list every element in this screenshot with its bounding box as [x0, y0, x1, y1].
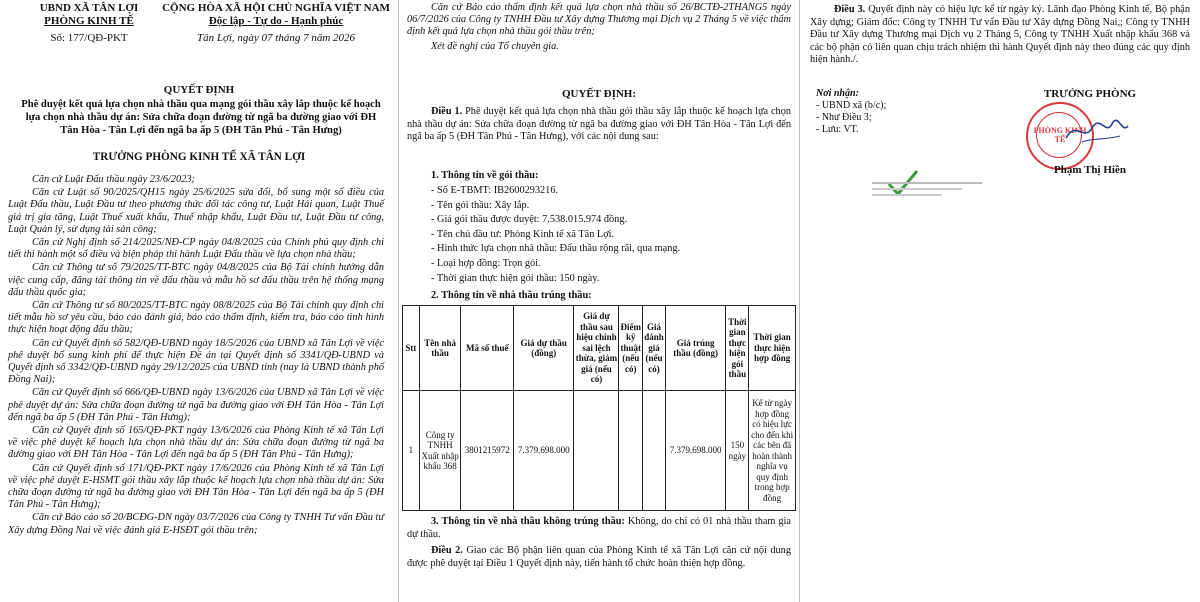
recipients	[816, 88, 976, 136]
section-2-heading: 2. Thông tin về nhà thầu trúng thầu:	[431, 290, 592, 301]
digital-signature-mark	[872, 168, 982, 204]
table-header-row	[403, 306, 796, 391]
page-2	[399, 0, 799, 602]
winning-bidder-table	[402, 305, 796, 511]
issuing-authority: TRƯỞNG PHÒNG KINH TẾ XÃ TÂN LỢI	[92, 151, 306, 163]
issue-date: Tân Lợi, ngày 07 tháng 7 năm 2026	[196, 32, 356, 44]
col-header: Giá dự thầu (đồng)	[513, 306, 573, 391]
basis-item: Căn cứ Thông tư số 80/2025/TT-BTC ngày 08/8/2025 của Bộ Tài chính quy định chi tiết mẫu hồ sơ yêu cầu, báo cáo đánh giá, báo cáo thẩm định, kiểm tra, báo cáo tình hình thực hiện hoạt động đấu thầu;	[8, 300, 384, 336]
national-motto: Độc lập - Tự do - Hạnh phúc	[208, 15, 344, 27]
basis-item: Căn cứ Luật số 90/2025/QH15 ngày 25/6/2025 sửa đổi, bổ sung một số điều của Luật Đấu thầu, Luật Đầu tư theo phương thức đối tác công tư, Luật Hải quan, Luật Thuế giá trị gia tăng, Luật Thuế xuất khẩu, Thuế nhập khẩu, Luật Đầu tư, Luật Đầu tư công, Luật Quản lý, sử dụng tài sản công;	[8, 187, 384, 235]
cell: 3801215972	[461, 391, 514, 511]
basis-item: Căn cứ Quyết định số 582/QĐ-UBND ngày 18/5/2026 của UBND xã Tân Lợi về việc phê duyệt bổ sung kinh phí để thực hiện Đề án tại Quyết định số 3341/QĐ-UBND và Quyết định số 3342/QĐ-UBND ngày 29/12/2025 của UBND tỉnh (nay là UBND thành phố Đồng Nai);	[8, 337, 384, 386]
col-header: Thời gian thực hiện gói thầu	[726, 306, 749, 391]
cell	[619, 391, 643, 511]
package-item: - Số E-TBMT: IB2600293216.	[431, 185, 559, 196]
signer-name: Phạm Thị Hiền	[1054, 164, 1126, 176]
section-1-heading: 1. Thông tin về gói thầu:	[431, 170, 539, 181]
doc-subject: Phê duyệt kết quả lựa chọn nhà thầu qua mạng gói thầu xây lắp thuộc kế hoạch lựa chọn nhà thầu dự án: Sửa chữa đoạn đường từ ngã ba đường giao với ĐH Tân Hòa - Tân Lợi đến ngã ba ấp 5 (ĐH Tân Phú - Tân Hưng)	[21, 99, 381, 136]
package-item: - Tên chủ đầu tư: Phòng Kinh tế xã Tân Lợi.	[431, 228, 615, 240]
col-header: Giá trúng thầu (đồng)	[665, 306, 725, 391]
legal-bases	[8, 174, 384, 538]
col-header: Giá dự thầu sau hiệu chỉnh sai lệch thừa, giảm giá (nếu có)	[574, 306, 619, 391]
basis-item: Căn cứ Luật Đấu thầu ngày 23/6/2023;	[32, 174, 195, 185]
cell: Công ty TNHH Xuất nhập khẩu 368	[419, 391, 461, 511]
package-item: - Hình thức lựa chọn nhà thầu: Đấu thầu rộng rãi, qua mạng.	[431, 243, 681, 255]
package-item: - Tên gói thầu: Xây lắp.	[431, 199, 530, 211]
basis-item: Căn cứ Quyết định số 165/QĐ-PKT ngày 13/6/2026 của Phòng Kinh tế xã Tân Lợi về việc phê duyệt kế hoạch lựa chọn nhà thầu dự án: Sửa chữa đoạn đường từ ngã ba đường giao với ĐH Tân Hòa - Tân Lợi đến ngã ba ấp 5 (ĐH Tân Phú - Tân Hưng);	[8, 425, 384, 461]
basis-item: Xét đề nghị của Tổ chuyên gia.	[431, 40, 559, 52]
recipients-title: Nơi nhận:	[816, 88, 859, 99]
page-3	[800, 0, 1200, 602]
cell: 7.379.698.000	[513, 391, 573, 511]
cell: 7.379.698.000	[665, 391, 725, 511]
col-header: Mã số thuế	[461, 306, 514, 391]
recipient-item: - Như Điều 3;	[816, 112, 872, 123]
basis-item: Căn cứ Báo cáo số 20/BCĐG-DN ngày 03/7/2026 của Công ty TNHH Tư vấn Đầu tư Xây dựng Đồng Nai về việc đánh giá E-HSĐT gói thầu trên;	[8, 512, 384, 536]
doc-number: Số: 177/QĐ-PKT	[50, 32, 128, 44]
recipient-item: - Lưu: VT.	[816, 124, 859, 135]
cell	[642, 391, 665, 511]
package-item: - Loại hợp đồng: Trọn gói.	[431, 257, 541, 269]
recipient-item: - UBND xã (b/c);	[816, 100, 887, 111]
doc-title: QUYẾT ĐỊNH	[163, 84, 235, 96]
basis-item: Căn cứ Thông tư số 79/2025/TT-BTC ngày 04/8/2025 của Bộ Tài chính hướng dẫn việc cung cấp, đăng tải thông tin về đấu thầu và mẫu hồ sơ đấu thầu trên hệ thống mạng đấu thầu quốc gia;	[8, 262, 384, 298]
package-item: - Giá gói thầu được duyệt: 7.538.015.974 đồng.	[431, 214, 628, 226]
legal-bases-cont	[407, 2, 791, 53]
stamp-text: PHÒNG KINH TẾ	[1033, 126, 1087, 144]
col-header: Giá đánh giá (nếu có)	[642, 306, 665, 391]
package-info	[431, 184, 791, 286]
org-name: UBND XÃ TÂN LỢI PHÒNG KINH TẾ	[39, 2, 139, 27]
basis-item: Căn cứ Quyết định số 171/QĐ-PKT ngày 17/6/2026 của Phòng Kinh tế xã Tân Lợi về việc phê duyệt E-HSMT gói thầu xây lắp thuộc kế hoạch lựa chọn nhà thầu dự án: Sửa chữa đoạn đường từ ngã ba đường giao với ĐH Tân Hòa - Tân Lợi đến ngã ba ấp 5 (ĐH Tân Phú - Tân Hưng);	[8, 462, 384, 511]
col-header: Stt	[403, 306, 420, 391]
section-3: 3. Thông tin về nhà thầu không trúng thầu: Không, do chỉ có 01 nhà thầu tham gia dự thầu.	[407, 516, 791, 540]
national-title: CỘNG HÒA XÃ HỘI CHỦ NGHĨA VIỆT NAM	[162, 2, 390, 14]
cell	[574, 391, 619, 511]
package-item: - Thời gian thực hiện gói thầu: 150 ngày.	[431, 272, 600, 284]
col-header: Điểm kỹ thuật (nếu có)	[619, 306, 643, 391]
col-header: Tên nhà thầu	[419, 306, 461, 391]
cell: 1	[403, 391, 420, 511]
article-2: Điều 2. Giao các Bộ phận liên quan của Phòng Kinh tế xã Tân Lợi căn cứ nội dung được phê duyệt tại Điều 1 Quyết định này, tiến hành tổ chức hoàn thiện hợp đồng.	[407, 545, 791, 569]
decision-heading: QUYẾT ĐỊNH:	[561, 88, 637, 100]
article-1: Điều 1. Phê duyệt kết quả lựa chọn nhà thầu gói thầu xây lắp thuộc kế hoạch lựa chọn nhà thầu dự án: Sửa chữa đoạn đường từ ngã ba đường giao với ĐH Tân Hòa - Tân Lợi đến ngã ba ấp 5 (ĐH Tân Phú - Tân Hưng), với các nội dung sau:	[407, 106, 791, 143]
basis-item: Căn cứ Quyết định số 666/QĐ-UBND ngày 13/6/2026 của UBND xã Tân Lợi về việc phê duyệt dự án: Sửa chữa đoạn đường từ ngã ba đường giao với ĐH Tân Hòa - Tân Lợi đến ngã ba ấp 5 (ĐH Tân Phú - Tân Hưng);	[8, 387, 384, 423]
signer-role: TRƯỞNG PHÒNG	[1043, 88, 1137, 100]
cell: Kể từ ngày hợp đồng có hiệu lực cho đến khi các bên đã hoàn thành nghĩa vụ quy định trong hợp đồng	[749, 391, 796, 511]
handwritten-signature	[1062, 112, 1132, 152]
page-1	[0, 0, 398, 602]
article-3: Điều 3. Quyết định này có hiệu lực kể từ ngày ký. Lãnh đạo Phòng Kinh tế, Bộ phận Xây dựng; Giám đốc: Công ty TNHH Tư vấn Đầu tư Xây dựng Đồng Nai,; Công ty TNHH Đầu tư Xây dựng Thương mại Dịch vụ 2 Tháng 5, Công ty TNHH Xuất nhập khẩu 368 và các bộ phận có liên quan chịu trách nhiệm thi hành Quyết định này theo đúng các quy định hiện hành./.	[810, 4, 1190, 66]
col-header: Thời gian thực hiện hợp đồng	[749, 306, 796, 391]
basis-item: Căn cứ Nghị định số 214/2025/NĐ-CP ngày 04/8/2025 của Chính phủ quy định chi tiết thi hành một số điều và biện pháp thi hành Luật Đấu thầu về lựa chọn nhà thầu;	[8, 237, 384, 261]
cell: 150 ngày	[726, 391, 749, 511]
table-row	[403, 391, 796, 511]
basis-item: Căn cứ Báo cáo thẩm định kết quả lựa chọn nhà thầu số 26/BCTĐ-2THANG5 ngày 06/7/2026 của Công ty TNHH Đầu tư Xây dựng Thương mại Dịch vụ 2 Tháng 5 về việc thẩm định kết quả lựa chọn nhà thầu gói thầu trên;	[407, 2, 791, 38]
